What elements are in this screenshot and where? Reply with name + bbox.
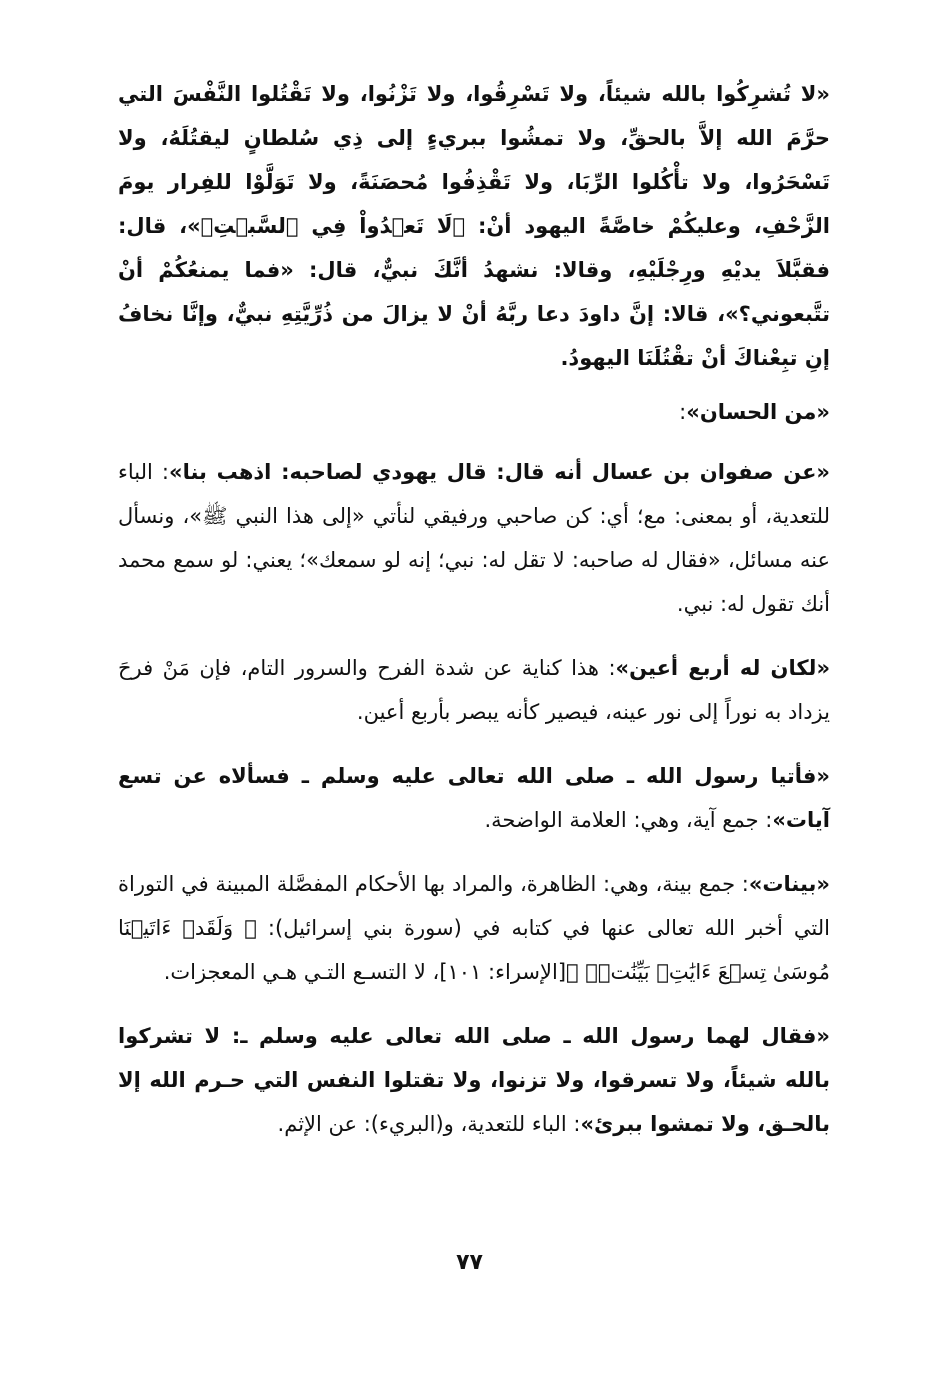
plain-text: : هذا كناية عن شدة الفرح والسرور التام، فإن مَنْ فرحَ يزداد به نوراً إلى نور عينه، فيصير كأنه يبصر بأربع أعين. — [118, 656, 830, 724]
paragraph-hadith-text — [118, 72, 830, 380]
plain-text: : جمع بينة، وهي: الظاهرة، والمراد بها الأحكام المفصَّلة المبينة في التوراة التي أخبر الله تعالى عنها في كتابه في (سورة بني إسرائيل): ﴿ وَلَقَدۡ ءَاتَيۡنَا مُوسَىٰ تِسۡعَ ءَايَٰتِۭ بَيِّنَٰتٖۖ ﴾[الإسراء: ١٠١]، لا التسـع التـي هـي المعجزات. — [118, 872, 830, 984]
plain-text: : — [679, 400, 687, 424]
paragraph-commands — [118, 1014, 830, 1146]
page-number: ٧٧ — [456, 1250, 483, 1275]
paragraph-section-heading — [118, 390, 830, 434]
paragraph-four-eyes — [118, 646, 830, 734]
paragraph-bayyinat — [118, 862, 830, 994]
bold-text: «فقال لهما رسول الله ـ صلى الله تعالى عليه وسلم ـ: لا تشركوا بالله شيئاً، ولا تسرقوا، ولا تزنوا، ولا تقتلوا النفس التي حـرم الله إلا بالحـق، ولا تمشوا ببرئ» — [118, 1024, 830, 1136]
plain-text: : جمع آية، وهي: العلامة الواضحة. — [484, 808, 773, 832]
plain-text: : الباء للتعدية، أو بمعنى: مع؛ أي: كن صاحبي ورفيقي لنأتي «إلى هذا النبي ﷺ»، ونسأل عنه مسائل، «فقال له صاحبه: لا تقل له: نبي؛ إنه لو سمعك»؛ يعني: لو سمع محمد أنك تقول له: نبي. — [118, 460, 830, 616]
bold-text: «لكان له أربع أعين» — [615, 656, 831, 680]
bold-text: «لا تُشرِكُوا بالله شيئاً، ولا تَسْرِقُوا، ولا تَزْنُوا، ولا تَقْتُلوا النَّفْسَ التي حرَّمَ الله إلاَّ بالحقِّ، ولا تمشُوا ببريءٍ إلى ذِي سُلطانٍ ليقتُلَهُ، ولا تَسْحَرُوا، ولا تأْكُلوا الرِّبَا، ولا تَقْذِفُوا مُحصَنَةً، ولا تَوَلَّوْا للفِرار يومَ الزَّحْفِ، وعليكُمْ خاصَّةً اليهود أنْ: ﴿لَا تَعۡدُواْ فِي ٱلسَّبۡتِ﴾»، قال: فقبَّلاَ يديْهِ ورِجْلَيْهِ، وقالا: نشهدُ أنَّكَ نبيٌّ، قال: «فما يمنعُكُمْ أنْ تتَّبعوني؟»، قالا: إنَّ داودَ دعا ربَّهُ أنْ لا يزالَ من ذُرِّيَّتِهِ نبيٌّ، وإنَّا نخافُ إنِ تبِعْناكَ أنْ تقْتُلَنَا اليهودُ. — [118, 82, 830, 370]
page-body — [118, 72, 830, 1156]
paragraph-safwan — [118, 450, 830, 626]
plain-text: : الباء للتعدية، و(البريء): عن الإثم. — [277, 1112, 581, 1136]
bold-text: «بينات» — [748, 872, 830, 896]
section-heading: «من الحسان» — [686, 400, 830, 424]
bold-text: «عن صفوان بن عسال أنه قال: قال يهودي لصاحبه: اذهب بنا» — [169, 460, 830, 484]
paragraph-nine-signs — [118, 754, 830, 842]
bold-text: «فأتيا رسول الله ـ صلى الله تعالى عليه وسلم ـ فسألاه عن تسع آيات» — [118, 764, 830, 832]
